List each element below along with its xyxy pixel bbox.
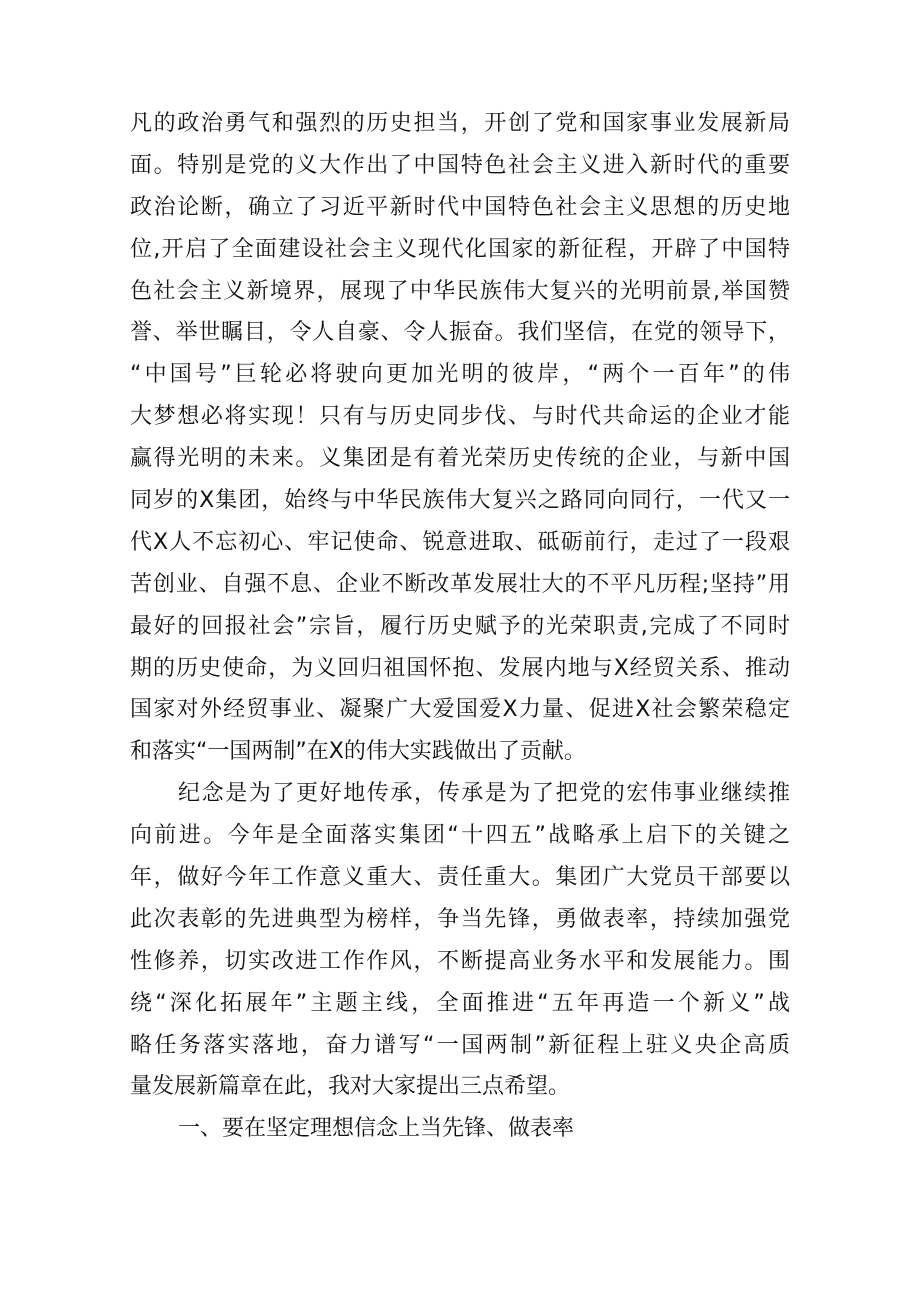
text-line: 性修养，切实改进工作作风，不断提高业务水平和发展能力。围 bbox=[130, 948, 790, 974]
section-heading: 一、要在坚定理想信念上当先锋、做表率 bbox=[178, 1116, 575, 1142]
text-line: 苦创业、自强不息、企业不断改革发展壮大的不平凡历程;坚持”用 bbox=[130, 571, 790, 597]
text-line: 向前进。今年是全面落实集团“十四五”战略承上启下的关键之 bbox=[130, 823, 790, 849]
paragraph-end-line: 和落实“一国两制”在X的伟大实践做出了贡献。 bbox=[130, 739, 586, 765]
text-line: 赢得光明的未来。义集团是有着光荣历史传统的企业，与新中国 bbox=[130, 446, 790, 472]
text-line: 同岁的X集团，始终与中华民族伟大复兴之路同向同行，一代又一 bbox=[130, 488, 790, 514]
text-line: 绕“深化拓展年”主题主线，全面推进“五年再造一个新义”战 bbox=[130, 990, 790, 1016]
text-line: 最好的回报社会”宗旨，履行历史赋予的光荣职责,完成了不同时 bbox=[130, 613, 790, 639]
text-line: 誉、举世瞩目，令人自豪、令人振奋。我们坚信，在党的领导下， bbox=[130, 320, 790, 346]
text-line: 年，做好今年工作意义重大、责任重大。集团广大党员干部要以 bbox=[130, 865, 790, 891]
paragraph-start-line: 纪念是为了更好地传承，传承是为了把党的宏伟事业继续推 bbox=[178, 781, 790, 807]
text-line: 面。特别是党的义大作出了中国特色社会主义进入新时代的重要 bbox=[130, 152, 790, 178]
text-line: 期的历史使命，为义回归祖国怀抱、发展内地与X经贸关系、推动 bbox=[130, 655, 790, 681]
text-line: 位,开启了全面建设社会主义现代化国家的新征程，开辟了中国特 bbox=[130, 236, 790, 262]
text-line: “中国号”巨轮必将驶向更加光明的彼岸，“两个一百年”的伟 bbox=[130, 362, 790, 388]
text-line: 略任务落实落地，奋力谱写“一国两制”新征程上驻义央企高质 bbox=[130, 1032, 790, 1058]
document-body bbox=[130, 103, 790, 1150]
paragraph-end-line: 量发展新篇章在此，我对大家提出三点希望。 bbox=[130, 1074, 571, 1100]
text-line: 国家对外经贸事业、凝聚广大爱国爱X力量、促进X社会繁荣稳定 bbox=[130, 697, 790, 723]
text-line: 大梦想必将实现！只有与历史同步伐、与时代共命运的企业才能 bbox=[130, 404, 790, 430]
text-line: 代X人不忘初心、牢记使命、锐意进取、砥砺前行，走过了一段艰 bbox=[130, 529, 790, 555]
text-line: 凡的政治勇气和强烈的历史担当，开创了党和国家事业发展新局 bbox=[130, 111, 790, 136]
text-line: 此次表彰的先进典型为榜样，争当先锋，勇做表率，持续加强党 bbox=[130, 906, 790, 932]
text-line: 政治论断，确立了习近平新时代中国特色社会主义思想的历史地 bbox=[130, 194, 790, 220]
text-line: 色社会主义新境界，展现了中华民族伟大复兴的光明前景,举国赞 bbox=[130, 278, 790, 304]
